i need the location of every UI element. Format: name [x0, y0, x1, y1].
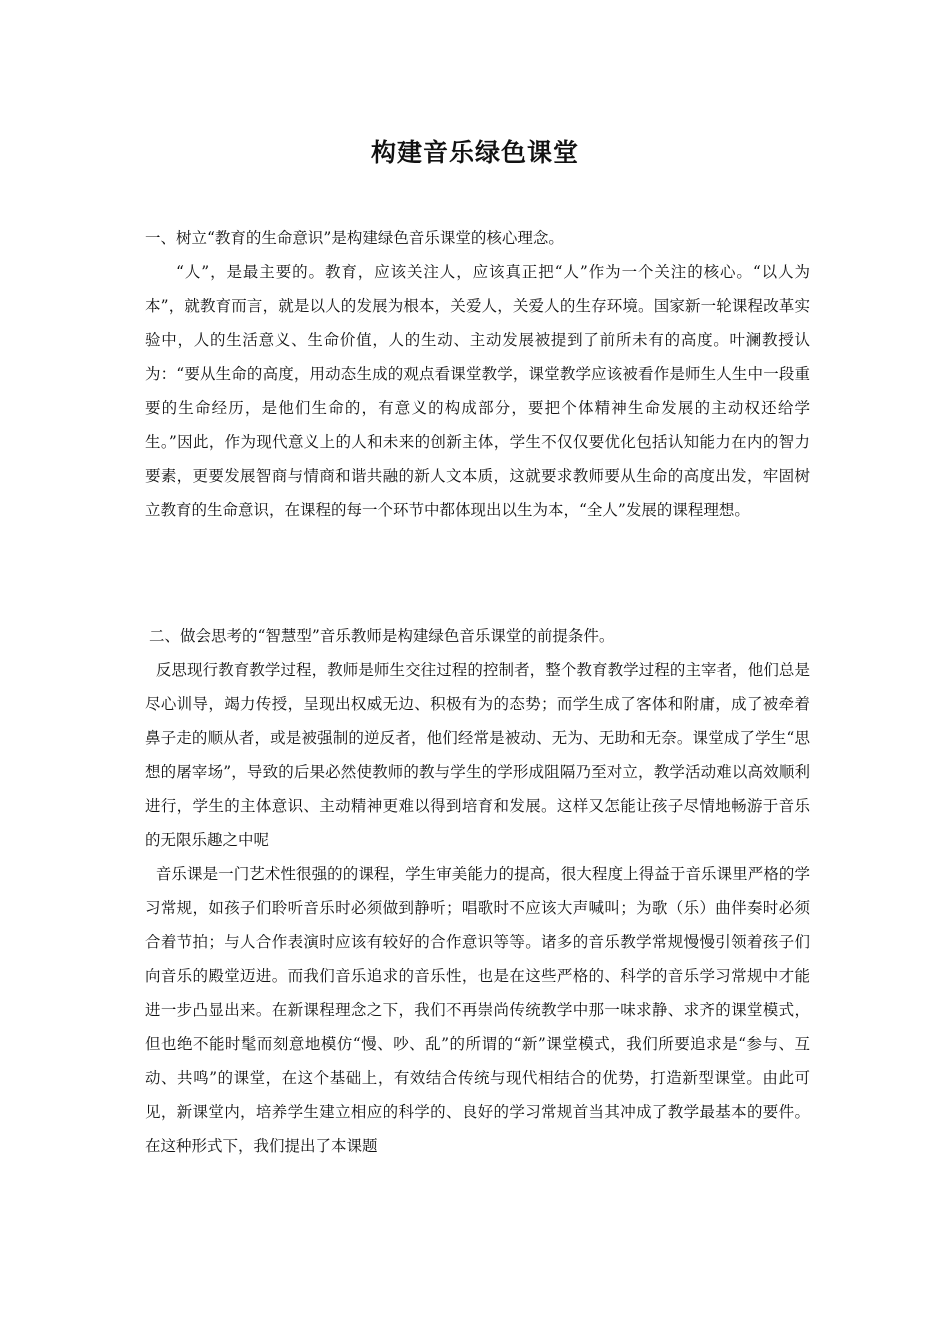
section-2 [145, 619, 810, 1163]
section-2-paragraph-2: 音乐课是一门艺术性很强的的课程，学生审美能力的提高，很大程度上得益于音乐课里严格的学习常规，如孩子们聆听音乐时必须做到静听；唱歌时不应该大声喊叫；为歌（乐）曲伴奏时必须合着节拍；与人合作表演时应该有较好的合作意识等等。诸多的音乐教学常规慢慢引领着孩子们向音乐的殿堂迈进。而我们音乐追求的音乐性，也是在这些严格的、科学的音乐学习常规中才能进一步凸显出来。在新课程理念之下，我们不再崇尚传统教学中那一味求静、求齐的课堂模式，但也绝不能时髦而刻意地模仿“慢、吵、乱”的所谓的“新”课堂模式，我们所要追求是“参与、互动、共鸣”的课堂，在这个基础上，有效结合传统与现代相结合的优势，打造新型课堂。由此可见，新课堂内，培养学生建立相应的科学的、良好的学习常规首当其冲成了教学最基本的要件。在这种形式下，我们提出了本课题 [145, 865, 810, 1155]
section-1-paragraph: “人”，是最主要的。教育，应该关注人，应该真正把“人”作为一个关注的核心。“以人为本”，就教育而言，就是以人的发展为根本，关爱人，关爱人的生存环境。国家新一轮课程改革实验中，人的生活意义、生命价值，人的生动、主动发展被提到了前所未有的高度。叶澜教授认为：“要从生命的高度，用动态生成的观点看课堂教学，课堂教学应该被看作是师生人生中一段重要的生命经历，是他们生命的，有意义的构成部分，要把个体精神生命发展的主动权还给学生。”因此，作为现代意义上的人和未来的创新主体，学生不仅仅要优化包括认知能力在内的智力要素，更要发展智商与情商和谐共融的新人文本质，这就要求教师要从生命的高度出发，牢固树立教育的生命意识，在课程的每一个环节中都体现出以生为本，“全人”发展的课程理想。 [145, 263, 810, 519]
section-2-paragraph-1: 反思现行教育教学过程，教师是师生交往过程的控制者，整个教育教学过程的主宰者，他们总是尽心训导，竭力传授，呈现出权威无边、积极有为的态势；而学生成了客体和附庸，成了被牵着鼻子走的顺从者，或是被强制的逆反者，他们经常是被动、无为、无助和无奈。课堂成了学生“思想的屠宰场”，导致的后果必然使教师的教与学生的学形成阻隔乃至对立，教学活动难以高效顺利进行，学生的主体意识、主动精神更难以得到培育和发展。这样又怎能让孩子尽情地畅游于音乐的无限乐趣之中呢 [145, 661, 810, 849]
section-1-heading: 一、树立“教育的生命意识”是构建绿色音乐课堂的核心理念。 [145, 229, 564, 247]
section-2-heading: 二、做会思考的“智慧型”音乐教师是构建绿色音乐课堂的前提条件。 [149, 627, 615, 645]
section-1 [145, 221, 810, 527]
document-title: 构建音乐绿色课堂 [370, 138, 579, 167]
